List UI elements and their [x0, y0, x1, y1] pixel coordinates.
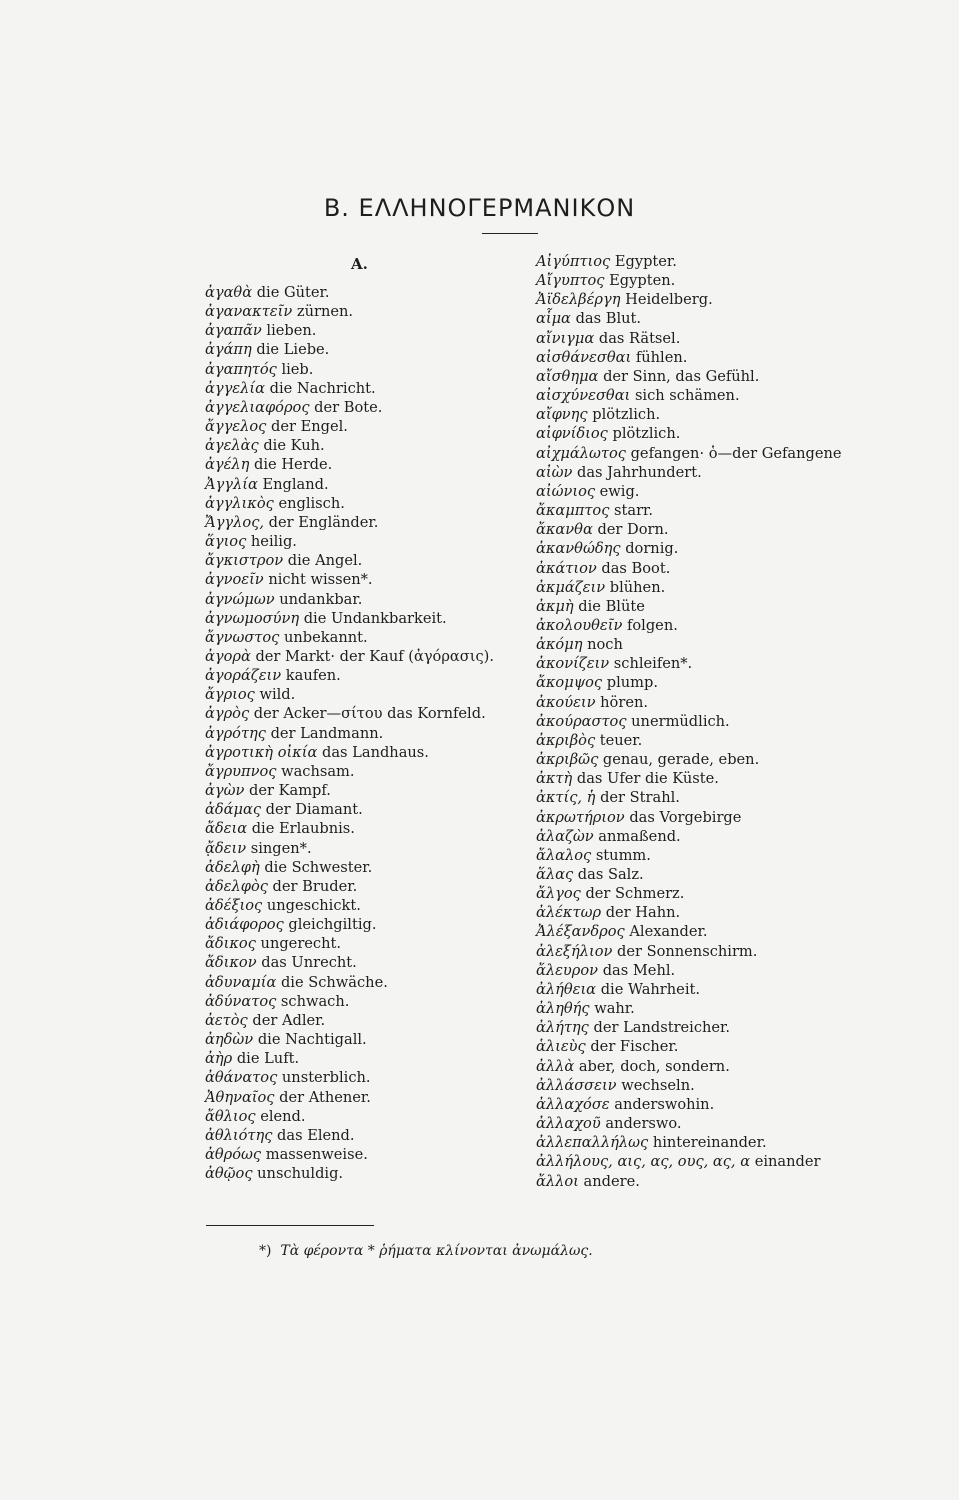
greek-term: ἄθλιος — [205, 1107, 256, 1125]
dictionary-entry — [205, 1011, 535, 1030]
dictionary-entry — [536, 980, 866, 999]
greek-term: ἀλήτης — [536, 1019, 589, 1037]
german-translation: undankbar. — [279, 590, 363, 608]
dictionary-entry — [205, 321, 535, 340]
greek-term: ἀκριβῶς — [536, 751, 599, 769]
dictionary-entry — [536, 673, 866, 692]
german-translation: unsterblich. — [281, 1069, 371, 1087]
greek-term: ἄδεια — [205, 820, 248, 838]
greek-term: ἀκριβὸς — [536, 731, 596, 749]
dictionary-entry — [205, 513, 535, 532]
dictionary-entry — [536, 635, 866, 654]
greek-term: ἀλλήλους, αις, ας, ους, ας, α — [536, 1153, 751, 1171]
german-translation: anmaßend. — [598, 827, 681, 845]
greek-term: ἀδυναμία — [205, 973, 277, 991]
greek-term: ἀγαπητός — [205, 360, 277, 378]
greek-term: ἀθλιότης — [205, 1126, 273, 1144]
german-translation: wahr. — [594, 1000, 635, 1018]
german-translation: nicht wissen*. — [268, 571, 373, 589]
german-translation: das Unrecht. — [261, 954, 357, 972]
dictionary-entry — [205, 590, 535, 609]
german-translation: andere. — [583, 1172, 640, 1190]
german-translation: die Luft. — [236, 1050, 300, 1068]
german-translation: wachsam. — [281, 762, 355, 780]
german-translation: englisch. — [278, 494, 345, 512]
dictionary-entry — [536, 712, 866, 731]
dictionary-entry — [205, 819, 535, 838]
german-translation: gleichgiltig. — [288, 916, 377, 934]
dictionary-entry — [205, 609, 535, 628]
dictionary-entry — [205, 1107, 535, 1126]
greek-term: αἰσθάνεσθαι — [536, 348, 632, 366]
dictionary-entry — [536, 999, 866, 1018]
german-translation: ungeschickt. — [266, 897, 361, 914]
greek-term: ἀγρότης — [205, 724, 266, 742]
greek-term: ἄγρυπνος — [205, 762, 277, 780]
greek-term: Ἀθηναῖος — [205, 1088, 275, 1106]
footnote — [259, 1243, 593, 1259]
greek-term: ἄγκιστρον — [205, 552, 284, 570]
german-translation: einander — [754, 1153, 821, 1171]
dictionary-entry — [536, 788, 866, 807]
greek-term: ἀθάνατος — [205, 1069, 278, 1087]
greek-term: ἀκανθώδης — [536, 540, 621, 558]
german-translation: die Nachricht. — [269, 379, 376, 397]
german-translation: teuer. — [599, 731, 643, 749]
dictionary-entry — [536, 539, 866, 558]
german-translation: genau, gerade, eben. — [602, 751, 760, 769]
dictionary-entry — [205, 1088, 535, 1107]
dictionary-entry — [205, 628, 535, 647]
footnote-rule — [206, 1225, 374, 1226]
dictionary-entry — [536, 482, 866, 501]
dictionary-entry — [205, 877, 535, 896]
greek-term: ἀγνώμων — [205, 590, 275, 608]
german-translation: lieb. — [281, 360, 314, 378]
dictionary-entry — [205, 551, 535, 570]
german-translation: die Undankbarkeit. — [303, 609, 447, 627]
greek-term: ἀδελφὴ — [205, 858, 260, 876]
german-translation: der Schmerz. — [585, 885, 685, 903]
dictionary-entry — [536, 386, 866, 405]
greek-term: ἀλλάσσειν — [536, 1076, 617, 1094]
dictionary-entry — [205, 704, 535, 723]
german-translation: der Sonnenschirm. — [617, 942, 758, 960]
greek-term: ἀδάμας — [205, 801, 262, 819]
german-translation: dornig. — [625, 540, 679, 558]
german-translation: der Diamant. — [265, 801, 363, 819]
dictionary-entry — [536, 1095, 866, 1114]
greek-term: ἄκανθα — [536, 521, 593, 539]
greek-term: ἀδύνατος — [205, 992, 277, 1010]
dictionary-entry — [205, 283, 535, 302]
dictionary-entry — [536, 329, 866, 348]
greek-term: ἄλγος — [536, 885, 581, 903]
german-translation: plump. — [606, 674, 658, 692]
german-translation: wechseln. — [621, 1076, 695, 1094]
greek-term: ἀγοράζειν — [205, 667, 282, 685]
german-translation: plötzlich. — [592, 406, 661, 424]
german-translation: gefangen· ὁ—der Gefangene — [630, 444, 842, 462]
german-translation: unermüdlich. — [631, 712, 730, 730]
greek-term: ἀγὼν — [205, 782, 245, 800]
greek-term: αἴφνης — [536, 406, 588, 424]
greek-term: ἀλήθεια — [536, 980, 597, 998]
right-column — [536, 252, 866, 1191]
dictionary-entry — [536, 922, 866, 941]
greek-term: ἀκόμη — [536, 636, 583, 654]
dictionary-entry — [205, 666, 535, 685]
german-translation: die Kuh. — [263, 437, 325, 455]
greek-term: ἀκμάζειν — [536, 578, 606, 596]
greek-term: ἀηδὼν — [205, 1031, 254, 1049]
greek-term: ἄλευρον — [536, 961, 599, 979]
greek-term: ἀκονίζειν — [536, 655, 610, 673]
german-translation: anderswo. — [605, 1115, 682, 1133]
dictionary-entry — [205, 992, 535, 1011]
dictionary-entry — [205, 915, 535, 934]
german-translation: der Landstreicher. — [593, 1019, 731, 1037]
dictionary-entry — [205, 1068, 535, 1087]
german-translation: schwach. — [280, 992, 350, 1010]
german-translation: der Hahn. — [605, 904, 681, 922]
german-translation: folgen. — [626, 616, 678, 634]
dictionary-entry — [205, 455, 535, 474]
greek-term: ἄγριος — [205, 686, 255, 704]
greek-term: ᾄδειν — [205, 839, 247, 857]
german-translation: Egypten. — [609, 272, 676, 290]
greek-term: Ἄγγλος, — [205, 513, 265, 531]
german-translation: das Landhaus. — [322, 743, 429, 761]
greek-term: αἰφνίδιος — [536, 425, 608, 443]
dictionary-entry — [536, 578, 866, 597]
footnote-text: Τὰ φέροντα * ῥήματα κλίνονται ἀνωμάλως. — [280, 1243, 593, 1259]
greek-term: ἀλέκτωρ — [536, 904, 602, 922]
dictionary-entry — [205, 417, 535, 436]
dictionary-entry — [536, 309, 866, 328]
greek-term: ἄδικον — [205, 954, 257, 972]
greek-term: ἅγιος — [205, 533, 247, 551]
dictionary-entry — [536, 444, 866, 463]
title-rule — [482, 233, 538, 234]
german-translation: noch — [587, 636, 623, 654]
german-translation: der Adler. — [252, 1011, 326, 1029]
dictionary-entry — [205, 743, 535, 762]
dictionary-entry — [536, 750, 866, 769]
german-translation: das Rätsel. — [598, 329, 681, 347]
dictionary-entry — [536, 616, 866, 635]
german-translation: die Schwester. — [264, 858, 373, 876]
dictionary-entry — [205, 379, 535, 398]
greek-term: ἀγροτικὴ οἰκία — [205, 743, 318, 761]
greek-term: ἀγνοεῖν — [205, 571, 264, 589]
greek-term: ἀγελὰς — [205, 437, 259, 455]
german-translation: das Ufer die Küste. — [576, 770, 719, 788]
greek-term: αἰσχύνεσθαι — [536, 387, 631, 405]
german-translation: das Jahrhundert. — [577, 463, 702, 481]
dictionary-entry — [205, 1049, 535, 1068]
greek-term: ἀλεξήλιον — [536, 942, 613, 960]
german-translation: sich schämen. — [634, 387, 740, 405]
german-translation: der Strahl. — [600, 789, 680, 807]
dictionary-entry — [536, 424, 866, 443]
german-translation: fühlen. — [635, 348, 688, 366]
german-translation: die Angel. — [287, 552, 363, 570]
dictionary-entry — [536, 1018, 866, 1037]
left-column — [205, 253, 535, 1183]
greek-term: ἀκμὴ — [536, 597, 574, 615]
dictionary-entry — [536, 271, 866, 290]
dictionary-entry — [536, 884, 866, 903]
german-translation: Alexander. — [629, 923, 708, 941]
german-translation: der Landmann. — [270, 724, 384, 742]
dictionary-entry — [536, 942, 866, 961]
greek-term: ἀκούειν — [536, 693, 596, 711]
german-translation: hintereinander. — [652, 1134, 767, 1152]
greek-term: ἀθρόως — [205, 1146, 262, 1164]
german-translation: elend. — [260, 1107, 306, 1125]
german-translation: schleifen*. — [613, 655, 693, 673]
german-translation: England. — [262, 475, 329, 493]
dictionary-entry — [536, 1172, 866, 1191]
dictionary-entry — [205, 1164, 535, 1183]
dictionary-entry — [536, 1114, 866, 1133]
german-translation: Heidelberg. — [625, 291, 713, 309]
greek-term: ἀλαζὼν — [536, 827, 594, 845]
greek-term: ἀγγελία — [205, 379, 265, 397]
greek-term: ἀδελφὸς — [205, 877, 268, 895]
greek-term: ἀγγελιαφόρος — [205, 398, 310, 416]
german-translation: die Nachtigall. — [257, 1031, 367, 1049]
greek-term: ἀκτίς, ἡ — [536, 789, 596, 807]
german-translation: anderswohin. — [614, 1095, 715, 1113]
german-translation: aber, doch, sondern. — [578, 1057, 730, 1075]
dictionary-entry — [536, 559, 866, 578]
greek-term: ἀκτὴ — [536, 770, 573, 788]
german-translation: das Blut. — [575, 310, 642, 328]
greek-term: αἰώνιος — [536, 482, 596, 500]
dictionary-entry — [205, 1145, 535, 1164]
dictionary-entry — [205, 532, 535, 551]
german-translation: die Güter. — [256, 284, 330, 301]
greek-term: αἴνιγμα — [536, 329, 595, 347]
german-translation: lieben. — [266, 322, 317, 340]
german-translation: die Liebe. — [256, 341, 330, 359]
greek-term: ἀγρὸς — [205, 705, 250, 723]
dictionary-entry — [536, 769, 866, 788]
greek-term: ἀθῷος — [205, 1165, 253, 1183]
dictionary-entry — [536, 731, 866, 750]
dictionary-entry — [205, 973, 535, 992]
german-translation: der Kampf. — [249, 782, 331, 800]
greek-term: ἀλλεπαλλήλως — [536, 1134, 649, 1152]
greek-term: ἀγαπᾶν — [205, 322, 262, 340]
greek-term: ἀετὸς — [205, 1011, 248, 1029]
dictionary-entry — [536, 367, 866, 386]
dictionary-entry — [536, 693, 866, 712]
dictionary-entry — [205, 934, 535, 953]
greek-term: ἀγέλη — [205, 456, 250, 474]
dictionary-entry — [536, 290, 866, 309]
german-translation: kaufen. — [285, 667, 341, 685]
dictionary-entry — [205, 436, 535, 455]
german-translation: der Dorn. — [597, 521, 669, 539]
greek-term: ἀκάτιον — [536, 559, 597, 577]
german-translation: der Fischer. — [590, 1038, 679, 1056]
greek-term: ἀκρωτήριον — [536, 808, 625, 826]
dictionary-entry — [536, 501, 866, 520]
greek-term: αἷμα — [536, 310, 571, 328]
dictionary-entry — [536, 865, 866, 884]
dictionary-entry — [536, 903, 866, 922]
greek-term: Ἀλέξανδρος — [536, 923, 625, 941]
dictionary-entry — [536, 463, 866, 482]
dictionary-entry — [536, 405, 866, 424]
dictionary-entry — [205, 685, 535, 704]
greek-term: Αἰγύπτιος — [536, 253, 611, 270]
german-translation: der Acker—σίτου das Kornfeld. — [253, 705, 486, 723]
dictionary-entry — [205, 858, 535, 877]
german-translation: unschuldig. — [257, 1165, 344, 1183]
dictionary-entry — [205, 781, 535, 800]
german-translation: das Elend. — [277, 1126, 355, 1144]
greek-term: ἄκαμπτος — [536, 502, 610, 520]
dictionary-entry — [536, 597, 866, 616]
dictionary-entry — [536, 827, 866, 846]
german-translation: der Engländer. — [268, 513, 379, 531]
greek-term: ἀκολουθεῖν — [536, 616, 623, 634]
dictionary-entry — [536, 654, 866, 673]
dictionary-entry — [536, 520, 866, 539]
greek-term: ἀλλαχόσε — [536, 1095, 610, 1113]
greek-term: ἀγάπη — [205, 341, 252, 359]
dictionary-entry — [536, 1133, 866, 1152]
greek-term: ἀληθής — [536, 1000, 590, 1018]
german-translation: ungerecht. — [260, 935, 342, 953]
german-translation: die Wahrheit. — [600, 980, 700, 998]
greek-term: ἄγγελος — [205, 418, 267, 436]
german-translation: der Bruder. — [272, 877, 358, 895]
dictionary-entry — [205, 302, 535, 321]
german-translation: hören. — [600, 693, 648, 711]
greek-term: ἀγανακτεῖν — [205, 303, 293, 321]
greek-term: ἀδέξιος — [205, 897, 263, 914]
german-translation: die Erlaubnis. — [251, 820, 355, 838]
german-translation: wild. — [259, 686, 296, 704]
dictionary-entry — [536, 252, 866, 271]
german-translation: der Markt· der Kauf (ἀγόρασις). — [255, 647, 494, 665]
greek-term: ἀγνωμοσύνη — [205, 609, 300, 627]
german-translation: unbekannt. — [284, 628, 368, 646]
greek-term: ἀὴρ — [205, 1050, 233, 1068]
greek-term: ἀγγλικὸς — [205, 494, 274, 512]
page-title: Β. ΕΛΛΗΝΟΓΕΡΜΑΝΙΚΟΝ — [323, 194, 636, 222]
greek-term: Αἴγυπτος — [536, 272, 605, 290]
dictionary-entry — [536, 1057, 866, 1076]
german-translation: stumm. — [595, 846, 651, 864]
german-translation: die Herde. — [254, 456, 333, 474]
dictionary-entry — [205, 953, 535, 972]
dictionary-entry — [205, 647, 535, 666]
german-translation: das Boot. — [601, 559, 671, 577]
dictionary-entry — [205, 398, 535, 417]
german-translation: der Athener. — [279, 1088, 371, 1106]
german-translation: zürnen. — [296, 303, 354, 321]
german-translation: ewig. — [599, 482, 640, 500]
greek-term: ἄκομψος — [536, 674, 603, 692]
dictionary-entry — [205, 1030, 535, 1049]
dictionary-entry — [536, 808, 866, 827]
greek-term: Ἀϊδελβέργη — [536, 291, 621, 309]
letter-heading: A. — [351, 255, 368, 273]
dictionary-entry — [205, 570, 535, 589]
dictionary-entry — [205, 360, 535, 379]
greek-term: Ἀγγλία — [205, 475, 258, 493]
german-translation: das Vorgebirge — [629, 808, 742, 826]
german-translation: plötzlich. — [612, 425, 681, 443]
greek-term: αἰὼν — [536, 463, 573, 481]
greek-term: ἀκούραστος — [536, 712, 627, 730]
greek-term: ἄλλοι — [536, 1172, 579, 1190]
dictionary-entry — [536, 1076, 866, 1095]
german-translation: der Sinn, das Gefühl. — [603, 367, 760, 385]
german-translation: heilig. — [250, 533, 297, 551]
german-translation: der Engel. — [270, 418, 348, 436]
greek-term: ἄδικος — [205, 935, 256, 953]
dictionary-entry — [205, 896, 535, 915]
german-translation: blühen. — [609, 578, 666, 596]
german-translation: massenweise. — [265, 1146, 368, 1164]
dictionary-entry — [536, 1152, 866, 1171]
dictionary-entry — [205, 475, 535, 494]
dictionary-entry — [536, 846, 866, 865]
dictionary-entry — [536, 1037, 866, 1056]
german-translation: Egypter. — [614, 253, 677, 270]
greek-term: αἴσθημα — [536, 367, 599, 385]
dictionary-entry — [205, 800, 535, 819]
german-translation: das Mehl. — [602, 961, 676, 979]
german-translation: die Blüte — [578, 597, 645, 615]
dictionary-entry — [205, 494, 535, 513]
german-translation: der Bote. — [314, 398, 383, 416]
dictionary-entry — [536, 348, 866, 367]
dictionary-entry — [536, 961, 866, 980]
greek-term: ἀλλαχοῦ — [536, 1115, 601, 1133]
greek-term: ἄγνωστος — [205, 628, 280, 646]
german-translation: starr. — [614, 502, 654, 520]
german-translation: singen*. — [250, 839, 312, 857]
greek-term: ἀλλὰ — [536, 1057, 575, 1075]
greek-term: ἄλαλος — [536, 846, 592, 864]
greek-term: ἅλας — [536, 866, 574, 883]
greek-term: ἀγορὰ — [205, 647, 251, 665]
dictionary-entry — [205, 839, 535, 858]
greek-term: ἀγαθὰ — [205, 284, 253, 301]
greek-term: ἀδιάφορος — [205, 916, 284, 934]
footnote-marker: *) — [259, 1243, 272, 1259]
german-translation: die Schwäche. — [280, 973, 388, 991]
dictionary-entry — [205, 762, 535, 781]
dictionary-entry — [205, 340, 535, 359]
dictionary-entry — [205, 724, 535, 743]
german-translation: das Salz. — [577, 866, 644, 883]
greek-term: ἁλιεὺς — [536, 1038, 586, 1056]
dictionary-entry — [205, 1126, 535, 1145]
greek-term: αἰχμάλωτος — [536, 444, 626, 462]
